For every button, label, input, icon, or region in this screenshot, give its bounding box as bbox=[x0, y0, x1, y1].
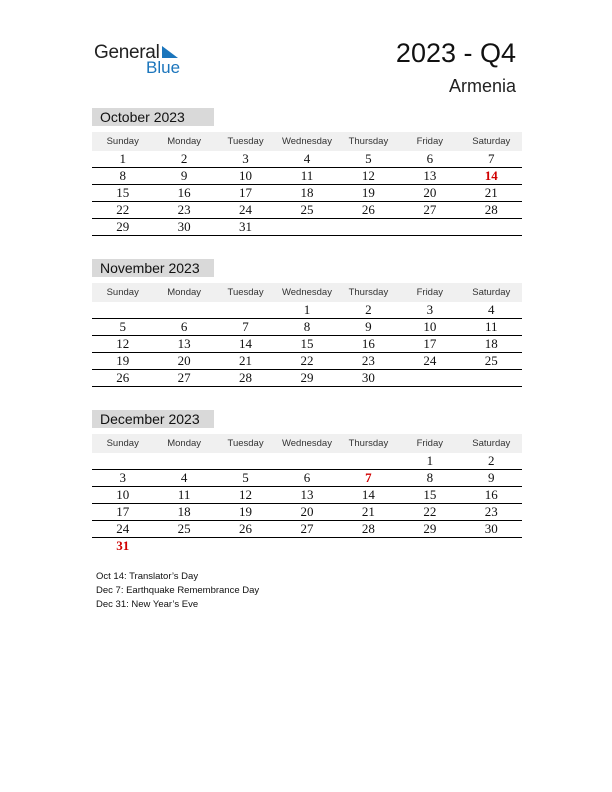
day-cell: 13 bbox=[276, 487, 337, 504]
month-label: October 2023 bbox=[92, 108, 214, 126]
day-cell: 30 bbox=[461, 521, 522, 538]
weekday-header: Sunday bbox=[92, 434, 153, 453]
day-cell: 20 bbox=[153, 353, 214, 370]
day-cell bbox=[276, 453, 337, 470]
day-cell: 5 bbox=[215, 470, 276, 487]
day-cell: 2 bbox=[338, 302, 399, 319]
day-cell: 15 bbox=[276, 336, 337, 353]
week-row bbox=[92, 470, 522, 487]
day-cell: 10 bbox=[92, 487, 153, 504]
week-row bbox=[92, 336, 522, 353]
day-cell: 28 bbox=[338, 521, 399, 538]
weekday-header: Saturday bbox=[461, 132, 522, 151]
day-cell: 26 bbox=[215, 521, 276, 538]
day-cell: 15 bbox=[399, 487, 460, 504]
day-cell: 9 bbox=[153, 168, 214, 185]
holiday-note: Dec 31: New Year’s Eve bbox=[96, 599, 199, 610]
day-cell: 17 bbox=[215, 185, 276, 202]
week-row bbox=[92, 202, 522, 219]
day-cell: 12 bbox=[338, 168, 399, 185]
day-cell: 28 bbox=[215, 370, 276, 387]
week-row bbox=[92, 219, 522, 236]
day-cell: 1 bbox=[276, 302, 337, 319]
day-cell bbox=[461, 370, 522, 387]
day-cell: 12 bbox=[215, 487, 276, 504]
month-december bbox=[92, 410, 522, 554]
day-cell: 16 bbox=[461, 487, 522, 504]
day-cell: 29 bbox=[92, 219, 153, 236]
day-cell: 17 bbox=[92, 504, 153, 521]
day-cell: 23 bbox=[153, 202, 214, 219]
holiday-note: Oct 14: Translator’s Day bbox=[96, 571, 199, 582]
day-cell: 27 bbox=[276, 521, 337, 538]
day-cell: 7 bbox=[461, 151, 522, 168]
day-cell: 27 bbox=[399, 202, 460, 219]
day-cell bbox=[338, 538, 399, 555]
day-cell: 15 bbox=[92, 185, 153, 202]
calendar-grid bbox=[92, 434, 522, 554]
day-cell bbox=[399, 538, 460, 555]
week-row bbox=[92, 319, 522, 336]
day-cell: 26 bbox=[92, 370, 153, 387]
week-row bbox=[92, 168, 522, 185]
holiday-notes bbox=[96, 570, 259, 612]
weekday-header: Wednesday bbox=[276, 132, 337, 151]
day-cell bbox=[399, 219, 460, 236]
week-row bbox=[92, 487, 522, 504]
day-cell: 1 bbox=[92, 151, 153, 168]
weekday-header: Monday bbox=[153, 434, 214, 453]
day-cell: 21 bbox=[215, 353, 276, 370]
day-cell: 14 bbox=[338, 487, 399, 504]
week-row bbox=[92, 521, 522, 538]
day-cell bbox=[215, 302, 276, 319]
day-cell: 11 bbox=[461, 319, 522, 336]
weekday-header: Thursday bbox=[338, 283, 399, 302]
week-row bbox=[92, 185, 522, 202]
day-cell bbox=[338, 219, 399, 236]
day-cell: 13 bbox=[153, 336, 214, 353]
day-cell: 22 bbox=[276, 353, 337, 370]
day-cell: 29 bbox=[276, 370, 337, 387]
day-cell: 25 bbox=[153, 521, 214, 538]
day-cell: 30 bbox=[153, 219, 214, 236]
day-cell: 29 bbox=[399, 521, 460, 538]
day-cell: 4 bbox=[276, 151, 337, 168]
weekday-header: Monday bbox=[153, 132, 214, 151]
weekday-header: Saturday bbox=[461, 283, 522, 302]
week-row bbox=[92, 453, 522, 470]
day-cell: 8 bbox=[92, 168, 153, 185]
weekday-header: Tuesday bbox=[215, 434, 276, 453]
day-cell: 30 bbox=[338, 370, 399, 387]
day-cell bbox=[153, 302, 214, 319]
brand-logo bbox=[94, 40, 204, 80]
day-cell: 2 bbox=[153, 151, 214, 168]
day-cell bbox=[399, 370, 460, 387]
day-cell: 11 bbox=[153, 487, 214, 504]
day-cell: 11 bbox=[276, 168, 337, 185]
day-cell: 6 bbox=[276, 470, 337, 487]
day-cell bbox=[461, 538, 522, 555]
day-cell: 21 bbox=[461, 185, 522, 202]
day-cell: 6 bbox=[399, 151, 460, 168]
day-cell: 27 bbox=[153, 370, 214, 387]
day-cell: 23 bbox=[461, 504, 522, 521]
day-cell: 19 bbox=[92, 353, 153, 370]
day-cell: 24 bbox=[92, 521, 153, 538]
weekday-header: Saturday bbox=[461, 434, 522, 453]
week-row bbox=[92, 504, 522, 521]
day-cell bbox=[153, 453, 214, 470]
day-cell bbox=[92, 453, 153, 470]
day-cell: 18 bbox=[461, 336, 522, 353]
weekday-header: Sunday bbox=[92, 283, 153, 302]
day-cell bbox=[215, 538, 276, 555]
day-cell bbox=[153, 538, 214, 555]
day-cell: 22 bbox=[399, 504, 460, 521]
day-cell: 8 bbox=[399, 470, 460, 487]
day-cell: 23 bbox=[338, 353, 399, 370]
month-november bbox=[92, 259, 522, 387]
day-cell: 13 bbox=[399, 168, 460, 185]
day-cell: 7 bbox=[338, 470, 399, 487]
day-cell: 18 bbox=[276, 185, 337, 202]
weekday-header: Thursday bbox=[338, 434, 399, 453]
weekday-header: Thursday bbox=[338, 132, 399, 151]
weekday-header: Wednesday bbox=[276, 434, 337, 453]
day-cell: 26 bbox=[338, 202, 399, 219]
day-cell: 25 bbox=[276, 202, 337, 219]
weekday-header: Friday bbox=[399, 132, 460, 151]
day-cell: 5 bbox=[338, 151, 399, 168]
week-row bbox=[92, 302, 522, 319]
day-cell: 5 bbox=[92, 319, 153, 336]
weekday-header: Tuesday bbox=[215, 283, 276, 302]
day-cell: 8 bbox=[276, 319, 337, 336]
logo-word-general: General bbox=[94, 42, 160, 63]
day-cell: 17 bbox=[399, 336, 460, 353]
holiday-note: Dec 7: Earthquake Remembrance Day bbox=[96, 585, 260, 596]
day-cell: 31 bbox=[116, 538, 130, 553]
day-cell: 16 bbox=[153, 185, 214, 202]
day-cell: 9 bbox=[461, 470, 522, 487]
page-title: 2023 - Q4 bbox=[395, 38, 516, 68]
weekday-header: Wednesday bbox=[276, 283, 337, 302]
day-cell: 19 bbox=[215, 504, 276, 521]
calendar-grid bbox=[92, 132, 522, 236]
week-row bbox=[92, 353, 522, 370]
weekday-header: Sunday bbox=[92, 132, 153, 151]
day-cell: 12 bbox=[92, 336, 153, 353]
day-cell: 20 bbox=[276, 504, 337, 521]
day-cell: 24 bbox=[399, 353, 460, 370]
month-label: November 2023 bbox=[92, 259, 214, 277]
calendar-grid bbox=[92, 283, 522, 387]
week-row bbox=[92, 538, 522, 555]
month-label: December 2023 bbox=[92, 410, 214, 428]
day-cell: 3 bbox=[215, 151, 276, 168]
day-cell bbox=[338, 453, 399, 470]
day-cell bbox=[92, 302, 153, 319]
day-cell: 1 bbox=[399, 453, 460, 470]
day-cell: 4 bbox=[461, 302, 522, 319]
day-cell: 24 bbox=[215, 202, 276, 219]
day-cell: 14 bbox=[461, 168, 522, 185]
day-cell: 31 bbox=[215, 219, 276, 236]
day-cell: 3 bbox=[399, 302, 460, 319]
day-cell: 2 bbox=[461, 453, 522, 470]
day-cell bbox=[276, 219, 337, 236]
day-cell: 16 bbox=[338, 336, 399, 353]
day-cell: 10 bbox=[215, 168, 276, 185]
day-cell bbox=[461, 219, 522, 236]
logo-word-blue: Blue bbox=[146, 58, 181, 77]
day-cell bbox=[215, 453, 276, 470]
day-cell: 6 bbox=[153, 319, 214, 336]
day-cell: 19 bbox=[338, 185, 399, 202]
day-cell: 7 bbox=[215, 319, 276, 336]
day-cell: 4 bbox=[153, 470, 214, 487]
week-row bbox=[92, 151, 522, 168]
day-cell: 25 bbox=[461, 353, 522, 370]
day-cell: 28 bbox=[461, 202, 522, 219]
weekday-header: Monday bbox=[153, 283, 214, 302]
month-october bbox=[92, 108, 522, 236]
day-cell: 14 bbox=[215, 336, 276, 353]
day-cell bbox=[276, 538, 337, 555]
day-cell: 22 bbox=[92, 202, 153, 219]
weekday-header: Friday bbox=[399, 434, 460, 453]
day-cell: 10 bbox=[399, 319, 460, 336]
weekday-header: Friday bbox=[399, 283, 460, 302]
country-name: Armenia bbox=[448, 76, 516, 96]
day-cell: 20 bbox=[399, 185, 460, 202]
day-cell: 18 bbox=[153, 504, 214, 521]
weekday-header: Tuesday bbox=[215, 132, 276, 151]
day-cell: 21 bbox=[338, 504, 399, 521]
week-row bbox=[92, 370, 522, 387]
day-cell: 9 bbox=[338, 319, 399, 336]
day-cell: 3 bbox=[92, 470, 153, 487]
